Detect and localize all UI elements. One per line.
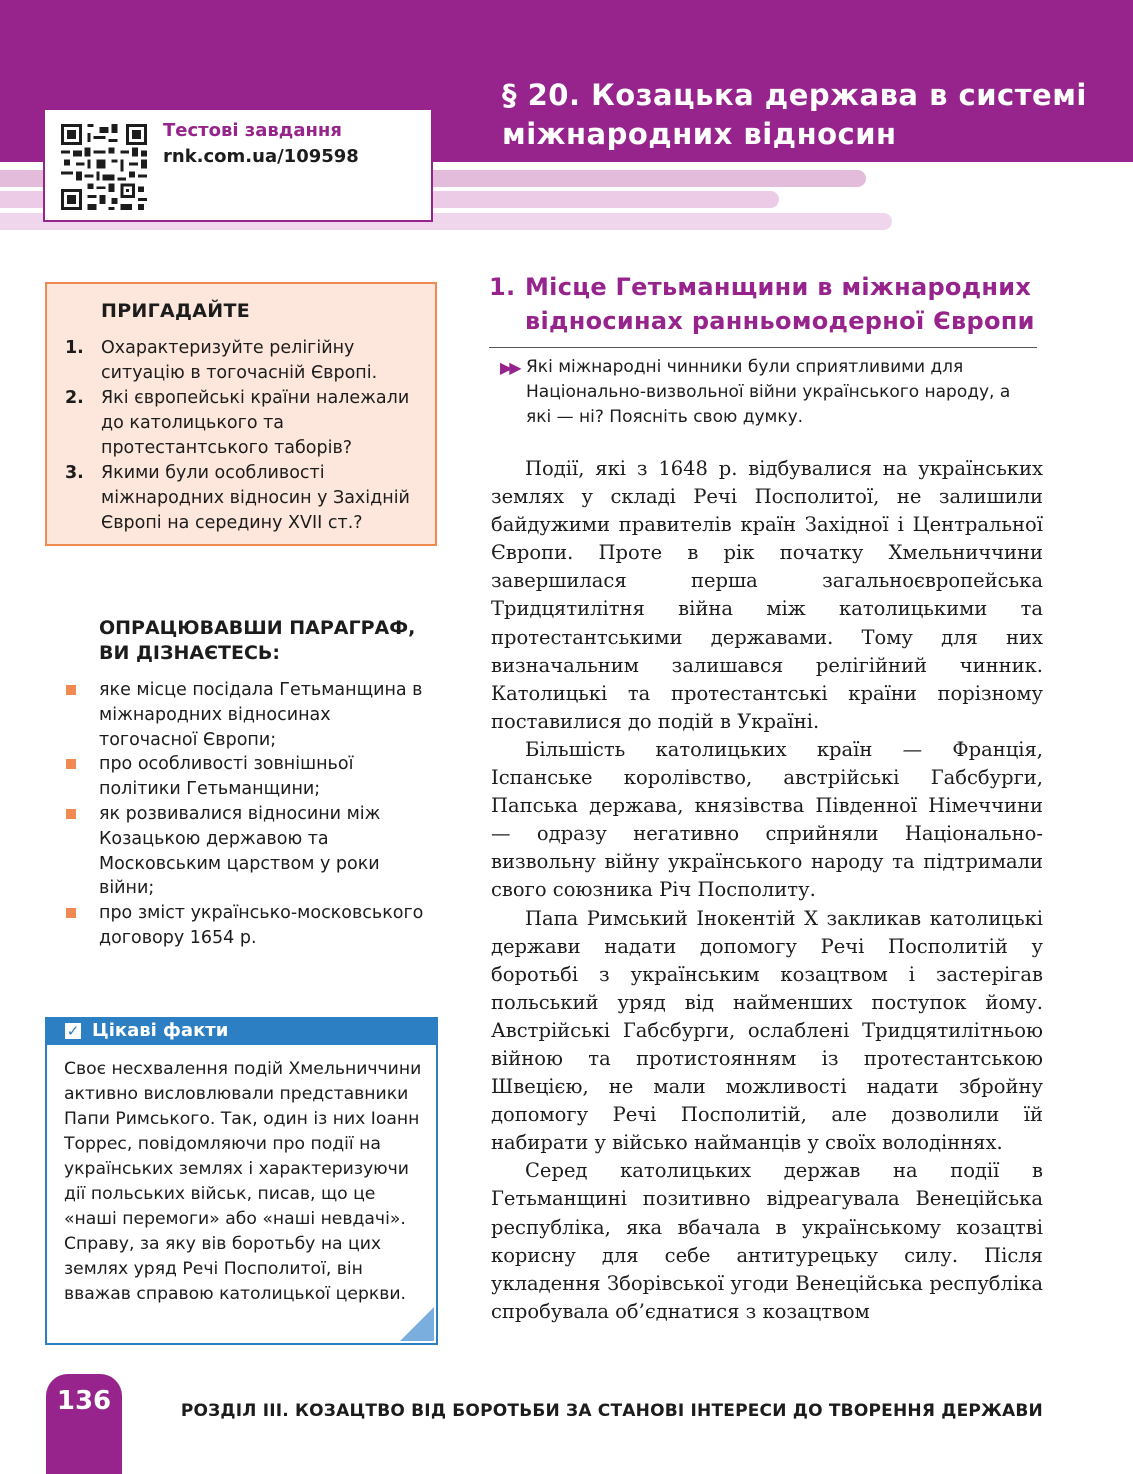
item-number: 3.: [65, 463, 84, 483]
list-item: [66, 802, 426, 901]
facts-header: [47, 1019, 436, 1045]
divider: [489, 347, 1037, 348]
bullet-square-icon: [66, 809, 76, 819]
question-block: [500, 355, 1030, 430]
qr-link[interactable]: rnk.com.ua/109598: [163, 146, 359, 167]
paragraph: Більшість католицьких країн — Франція, Іспанське королівство, австрійські Габсбурги, Папська держава, князівства Південної Німеччини — одразу негативно сприйняли Національно-визвольну війну українського народу та підтримали свого союзника Річ Посполиту.: [491, 737, 1043, 902]
learn-title: ОПРАЦЮВАВШИ ПАРАГРАФ, ВИ ДІЗНАЄТЕСЬ:: [99, 617, 416, 664]
list-item: [66, 901, 426, 951]
page-tab: [46, 1374, 122, 1474]
facts-box: [45, 1017, 438, 1345]
facts-text: Своє несхвалення подій Хмельниччини активно висловлювали представники Папи Римського. Так, один із них Іоанн Торрес, повідомляючи про події на українських землях і характеризуючи дії польських військ, писав, що це «наші перемоги» або «наші невдачі». Справу, за яку вів боротьбу на цих землях уряд Речі Посполитої, він вважав справою католицької церкви.: [64, 1059, 422, 1304]
corner-triangle-icon: [400, 1307, 434, 1341]
subsection-heading-line-2: відносинах ранньомодерної Європи: [525, 307, 1035, 335]
section-title: [502, 76, 1122, 154]
remember-box: [45, 282, 437, 546]
section-title-line-2: міжнародних відносин: [502, 117, 897, 151]
qr-card[interactable]: [43, 108, 433, 222]
checkbox-icon: ✓: [66, 1022, 80, 1040]
subsection-heading-line-1: Місце Гетьманщини в міжнародних: [525, 273, 1032, 301]
question-text: Які міжнародні чинники були сприятливими для Національно-визвольної війни українського народу, а які — ні? Поясніть свою думку.: [526, 357, 1011, 427]
learn-list: [66, 678, 426, 951]
item-text: Охарактеризуйте релігійну ситуацію в тогочасній Європі.: [101, 338, 378, 383]
main-text: [491, 455, 1043, 1326]
list-item: [66, 752, 426, 802]
list-item: [65, 336, 425, 386]
bullet-square-icon: [66, 685, 76, 695]
remember-list: [65, 336, 425, 536]
subsection-number: 1.: [489, 273, 516, 301]
remember-title: ПРИГАДАЙТЕ: [101, 300, 251, 322]
item-text: як розвивалися відносини між Козацькою державою та Московським царством у роки війни;: [99, 803, 381, 899]
paragraph: Папа Римський Інокентій X закликав католицькі держави надати допомогу Речі Посполитій у боротьбі з українським козацтвом і застерігав польський уряд від найменших поступок йому. Австрійські Габсбурги, ослаблені Тридцятилітньою війною та протистоянням із протестантською Швецією, не мали можливості надати збройну допомогу Речі Посполитій, але дозволили їй набирати у військо найманців у своїх володіннях.: [491, 906, 1043, 1155]
list-item: [65, 386, 425, 461]
facts-title: Цікаві факти: [92, 1020, 229, 1041]
subsection-heading: [489, 270, 1089, 338]
double-arrow-icon: ▶▶: [500, 358, 519, 377]
bullet-square-icon: [66, 908, 76, 918]
section-title-line-1: § 20. Козацька держава в системі: [502, 78, 1087, 112]
qr-code-icon: [61, 124, 147, 210]
chapter-title: РОЗДІЛ ІІІ. КОЗАЦТВО ВІД БОРОТЬБИ ЗА СТАНОВІ ІНТЕРЕСИ ДО ТВОРЕННЯ ДЕРЖАВИ: [180, 1401, 1043, 1421]
page-number: 136: [56, 1386, 112, 1416]
item-number: 1.: [65, 338, 84, 358]
item-text: про зміст українсько-московського договору 1654 р.: [99, 903, 424, 948]
bullet-square-icon: [66, 759, 76, 769]
paragraph: Серед католицьких держав на події в Гетьманщині позитивно відреагувала Венеційська республіка, яка вбачала в українському козацтві корисну для себе антитурецьку силу. Після укладення Зборівської угоди Венеційська республіка спробувала об’єднатися з козацтвом: [491, 1159, 1043, 1323]
item-number: 2.: [65, 388, 84, 408]
list-item: [65, 461, 425, 536]
item-text: яке місце посідала Гетьманщина в міжнародних відносинах тогочасної Європи;: [99, 680, 423, 750]
list-item: [66, 678, 426, 752]
item-text: Які європейські країни належали до католицького та протестантського таборів?: [101, 388, 410, 458]
paragraph: Події, які з 1648 р. відбувалися на українських землях у складі Речі Посполитої, не залишили байдужими правителів країн Західної і Центральної Європи. Проте в рік початку Хмельниччини завершилася перша загальноєвропейська Тридцятилітня війна між католицькими та протестантськими державами. Тому для них визначальним залишався релігійний чинник. Католицькі та протестантські країни порізному поставилися до подій в Україні.: [491, 457, 1043, 733]
item-text: Якими були особливості міжнародних відносин у Західній Європі на середину XVII ст.?: [101, 463, 410, 533]
item-text: про особливості зовнішньої політики Гетьманщини;: [99, 754, 354, 800]
qr-label: Тестові завдання: [163, 120, 342, 141]
